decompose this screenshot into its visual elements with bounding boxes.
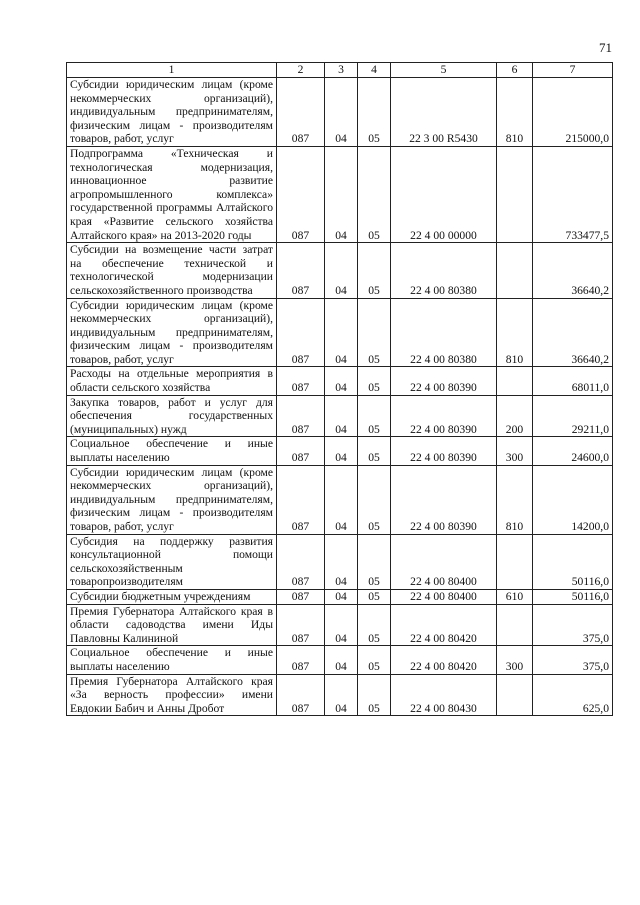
expense-type-code: 810 <box>497 465 533 534</box>
table-row <box>67 589 613 604</box>
subsection-code: 05 <box>358 465 391 534</box>
subsection-code: 05 <box>358 243 391 298</box>
section-code: 04 <box>325 465 358 534</box>
ministry-code: 087 <box>277 604 325 646</box>
header-cell-7: 7 <box>533 63 613 78</box>
header-cell-4: 4 <box>358 63 391 78</box>
amount: 36640,2 <box>533 298 613 367</box>
header-cell-2: 2 <box>277 63 325 78</box>
subsection-code: 05 <box>358 437 391 465</box>
ministry-code: 087 <box>277 589 325 604</box>
ministry-code: 087 <box>277 437 325 465</box>
section-code: 04 <box>325 534 358 589</box>
subsection-code: 05 <box>358 395 391 437</box>
row-name: Субсидии юридическим лицам (кроме некоммерческих организаций), индивидуальным предпринимателям, физическим лицам - производителям товаров, работ, услуг <box>67 78 277 147</box>
subsection-code: 05 <box>358 589 391 604</box>
expense-type-code: 300 <box>497 646 533 674</box>
expense-type-code: 810 <box>497 78 533 147</box>
expense-type-code <box>497 674 533 716</box>
subsection-code: 05 <box>358 646 391 674</box>
amount: 375,0 <box>533 604 613 646</box>
row-name: Субсидии юридическим лицам (кроме некоммерческих организаций), индивидуальным предпринимателям, физическим лицам - производителям товаров, работ, услуг <box>67 465 277 534</box>
table-row <box>67 395 613 437</box>
row-name: Социальное обеспечение и иные выплаты населению <box>67 646 277 674</box>
header-row <box>67 63 613 78</box>
section-code: 04 <box>325 646 358 674</box>
row-name: Субсидия на поддержку развития консультационной помощи сельскохозяйственным товаропроизводителям <box>67 534 277 589</box>
amount: 50116,0 <box>533 534 613 589</box>
section-code: 04 <box>325 146 358 242</box>
header-cell-3: 3 <box>325 63 358 78</box>
target-article-code: 22 4 00 80380 <box>391 243 497 298</box>
expense-type-code <box>497 534 533 589</box>
target-article-code: 22 4 00 80420 <box>391 604 497 646</box>
section-code: 04 <box>325 367 358 395</box>
subsection-code: 05 <box>358 298 391 367</box>
row-name: Подпрограмма «Техническая и технологическая модернизация, инновационное развитие агропромышленного комплекса» государственной программы Алтайского края «Развитие сельского хозяйства Алтайского края» на 2013-2020 годы <box>67 146 277 242</box>
header-cell-1: 1 <box>67 63 277 78</box>
row-name: Премия Губернатора Алтайского края «За верность профессии» имени Евдокии Бабич и Анны Дробот <box>67 674 277 716</box>
table-row <box>67 78 613 147</box>
expense-type-code <box>497 604 533 646</box>
amount: 14200,0 <box>533 465 613 534</box>
section-code: 04 <box>325 243 358 298</box>
amount: 625,0 <box>533 674 613 716</box>
table-row <box>67 437 613 465</box>
row-name: Закупка товаров, работ и услуг для обеспечения государственных (муниципальных) нужд <box>67 395 277 437</box>
subsection-code: 05 <box>358 78 391 147</box>
expense-type-code: 300 <box>497 437 533 465</box>
table-row <box>67 298 613 367</box>
target-article-code: 22 4 00 00000 <box>391 146 497 242</box>
row-name: Субсидии на возмещение части затрат на обеспечение технической и технологической модернизации сельскохозяйственного производства <box>67 243 277 298</box>
row-name: Премия Губернатора Алтайского края в области садоводства имени Иды Павловны Калининой <box>67 604 277 646</box>
page-number: 71 <box>599 40 612 55</box>
target-article-code: 22 4 00 80420 <box>391 646 497 674</box>
subsection-code: 05 <box>358 367 391 395</box>
target-article-code: 22 4 00 80390 <box>391 465 497 534</box>
ministry-code: 087 <box>277 78 325 147</box>
table-row <box>67 465 613 534</box>
target-article-code: 22 4 00 80400 <box>391 589 497 604</box>
target-article-code: 22 4 00 80390 <box>391 367 497 395</box>
table-row <box>67 243 613 298</box>
table-row <box>67 646 613 674</box>
expense-type-code <box>497 243 533 298</box>
ministry-code: 087 <box>277 646 325 674</box>
section-code: 04 <box>325 604 358 646</box>
section-code: 04 <box>325 395 358 437</box>
ministry-code: 087 <box>277 395 325 437</box>
amount: 733477,5 <box>533 146 613 242</box>
expense-type-code: 610 <box>497 589 533 604</box>
amount: 36640,2 <box>533 243 613 298</box>
target-article-code: 22 4 00 80400 <box>391 534 497 589</box>
section-code: 04 <box>325 437 358 465</box>
subsection-code: 05 <box>358 604 391 646</box>
subsection-code: 05 <box>358 534 391 589</box>
header-cell-6: 6 <box>497 63 533 78</box>
section-code: 04 <box>325 298 358 367</box>
subsection-code: 05 <box>358 146 391 242</box>
ministry-code: 087 <box>277 243 325 298</box>
ministry-code: 087 <box>277 465 325 534</box>
amount: 50116,0 <box>533 589 613 604</box>
amount: 215000,0 <box>533 78 613 147</box>
header-cell-5: 5 <box>391 63 497 78</box>
table-row <box>67 674 613 716</box>
amount: 68011,0 <box>533 367 613 395</box>
row-name: Субсидии бюджетным учреждениям <box>67 589 277 604</box>
budget-table <box>66 62 613 716</box>
ministry-code: 087 <box>277 367 325 395</box>
expense-type-code: 200 <box>497 395 533 437</box>
table-row <box>67 367 613 395</box>
target-article-code: 22 4 00 80380 <box>391 298 497 367</box>
target-article-code: 22 3 00 R5430 <box>391 78 497 147</box>
row-name: Расходы на отдельные мероприятия в области сельского хозяйства <box>67 367 277 395</box>
table-row <box>67 534 613 589</box>
expense-type-code <box>497 367 533 395</box>
section-code: 04 <box>325 78 358 147</box>
expense-type-code: 810 <box>497 298 533 367</box>
expense-type-code <box>497 146 533 242</box>
amount: 29211,0 <box>533 395 613 437</box>
section-code: 04 <box>325 674 358 716</box>
ministry-code: 087 <box>277 534 325 589</box>
row-name: Социальное обеспечение и иные выплаты населению <box>67 437 277 465</box>
row-name: Субсидии юридическим лицам (кроме некоммерческих организаций), индивидуальным предпринимателям, физическим лицам - производителям товаров, работ, услуг <box>67 298 277 367</box>
target-article-code: 22 4 00 80390 <box>391 437 497 465</box>
table-row <box>67 146 613 242</box>
table-row <box>67 604 613 646</box>
ministry-code: 087 <box>277 298 325 367</box>
amount: 375,0 <box>533 646 613 674</box>
ministry-code: 087 <box>277 146 325 242</box>
section-code: 04 <box>325 589 358 604</box>
subsection-code: 05 <box>358 674 391 716</box>
amount: 24600,0 <box>533 437 613 465</box>
target-article-code: 22 4 00 80390 <box>391 395 497 437</box>
ministry-code: 087 <box>277 674 325 716</box>
target-article-code: 22 4 00 80430 <box>391 674 497 716</box>
